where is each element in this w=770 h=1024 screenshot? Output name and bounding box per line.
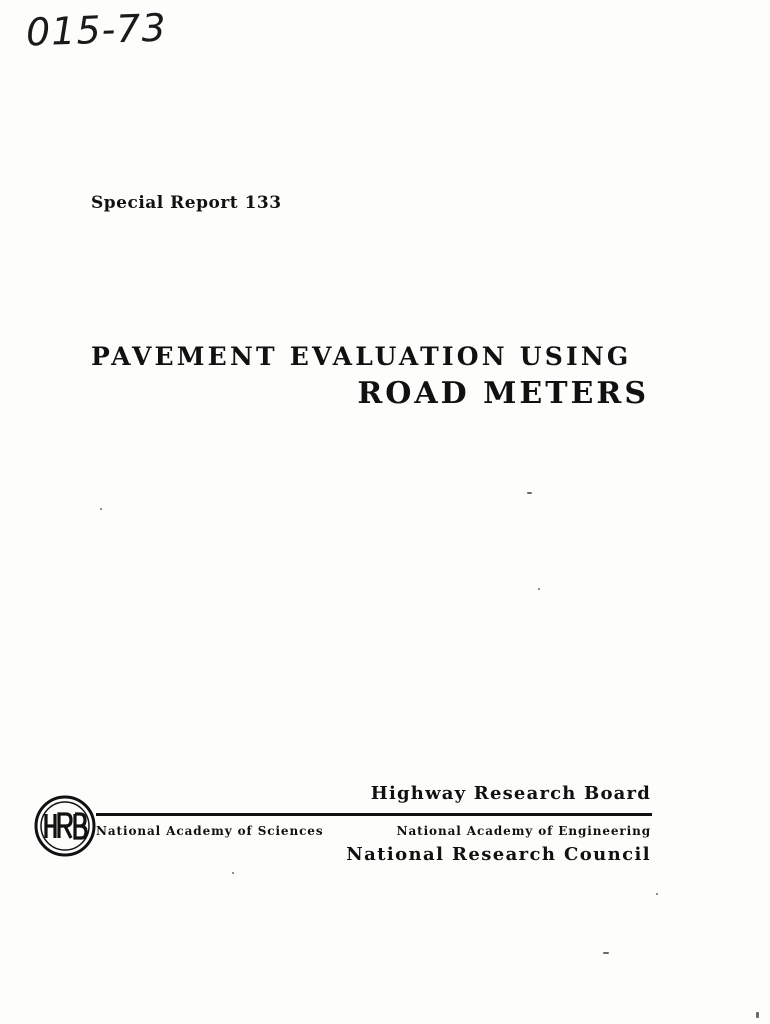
scan-speck xyxy=(756,1012,759,1018)
scan-speck xyxy=(603,952,609,954)
report-number: Special Report 133 xyxy=(91,193,282,213)
national-academy-of-engineering: National Academy of Engineering xyxy=(396,824,651,838)
title-line-1: PAVEMENT EVALUATION USING xyxy=(91,342,632,371)
highway-research-board: Highway Research Board xyxy=(370,783,651,804)
national-academy-of-sciences: National Academy of Sciences xyxy=(96,824,324,838)
divider-rule xyxy=(96,813,652,816)
handwritten-note: 015-73 xyxy=(25,5,168,55)
title-line-2: ROAD METERS xyxy=(357,376,649,411)
scan-speck xyxy=(656,893,658,895)
scan-speck xyxy=(232,872,234,874)
scan-speck xyxy=(527,492,532,494)
scan-speck xyxy=(538,588,540,590)
scan-speck xyxy=(100,508,102,510)
hrb-seal-icon xyxy=(33,794,97,858)
national-research-council: National Research Council xyxy=(346,844,651,865)
